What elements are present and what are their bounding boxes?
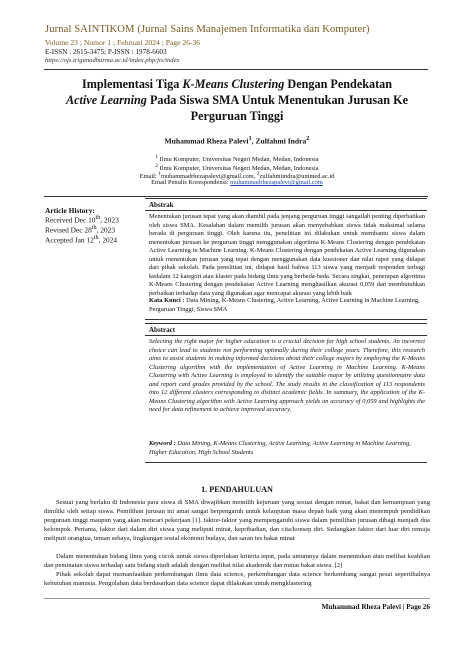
body-paragraph-2: Dalam menentukan bidang ilmu yang cocok untuk siswa diperlukan kriteria tepat, pada umumnya dalam menentukan atau melihat keahlian dan peminatan siswa terhadap satu bidang studi adalah dengan melihat nilai akademik dan minat bakat siswa. [2] xyxy=(44,553,430,569)
author-1: Muhammad Rheza Palevi xyxy=(164,136,249,146)
corresponding-label: Email Penulis Korespondensi: xyxy=(151,179,231,186)
paper-title xyxy=(44,76,430,124)
email-label: Email: xyxy=(139,173,159,181)
author-1-sup: 1 xyxy=(248,135,252,142)
footer-sep: | xyxy=(401,603,407,611)
keyword xyxy=(149,440,425,457)
author-2: Zulfahmi Indra xyxy=(255,136,307,146)
history-accepted-text: Accepted Jan 12 xyxy=(45,235,94,245)
author-sep: , xyxy=(251,136,256,146)
abstrak-heading-rule xyxy=(145,210,427,211)
abstract-text: Selecting the right major for higher education is a crucial decision for high school students. An incorrect choice can lead to students not performing optimally during their college years. Therefore, this research aims to assist students in making informed decisions about their college majors by employing the K-Means Clustering algorithm with the implementation of Active Learning in Machine Learning. K-Means Clustering with Active Learning is employed to identify the suitable major by utilizing questionnaire data and report card grades provided by the school. The study results in the classification of 113 respondents into 12 different clusters corresponding to distinct academic fields. In summary, the application of the K-Means Clustering algorithm with Active Learning approach yields an accuracy of 0,059 and highlights the need for data refinement to achieve improved accuracy. xyxy=(149,338,425,413)
history-accepted-sup: th xyxy=(93,235,99,241)
footer-page: Page 26 xyxy=(406,603,430,611)
abstrak-heading: Abstrak xyxy=(149,201,174,209)
body-paragraph-1: Sesuai yang berlaku di Indonesia para siswa di SMA diwajibkan memilih kejuruan yang sesuai dengan minat, bakat dan kemampuan yang dimiliki oleh setiap siswa. Pemilihan jurusan ini amat sangat berpengaruh untuk kelanjutan masa depan baik yang akan menempuh pendidikan perguruan tinggi maupun yang akan mencari pekerjaan [1]. faktor-faktor yang mempengaruhi siswa dalam pemilihan jurusan dibagi menjadi dua kelompok. Pertama, faktor dari dalam diri siswa yang meliputi minat, kepribadian, dan cita/konsep diri. Sedangkan faktor dari luar diri remaja meliputi orangtua, teman sebaya, lingkungan sosial ekonomi budaya, dan saran tes bakat minat xyxy=(44,499,430,542)
history-revised-text: Revised Dec 28 xyxy=(45,225,92,235)
journal-volume: Volume 23 ; Nomor 1 ; Februari 2024 ; Page 26-36 xyxy=(45,38,201,47)
title-text-kmeans: K-Means Clustering xyxy=(182,77,285,91)
history-received xyxy=(45,215,119,224)
footer-divider xyxy=(44,598,430,599)
email-1[interactable]: muhammadrhezapalevi@gmail.com xyxy=(161,173,254,181)
history-accepted-year: , 2024 xyxy=(98,235,118,245)
kata-kunci-label: Kata Kunci : xyxy=(149,297,187,304)
abstract-heading: Abstract xyxy=(149,326,176,334)
email-1-sup: 1 xyxy=(158,171,161,177)
keyword-text: Data Mining, K-Means Clustering, Active Learning, Active Learning in Machine Learning, Higher Education, High School Students xyxy=(149,440,411,456)
email-2[interactable]: zulfahmiindra@unimed.ac.id xyxy=(259,173,335,181)
abstract-heading-rule xyxy=(145,335,427,336)
history-revised-sup: th xyxy=(91,225,97,231)
author-2-sup: 2 xyxy=(306,135,310,142)
title-text-1: Implementasi Tiga xyxy=(81,77,183,91)
history-received-sup: th xyxy=(95,215,101,221)
title-text-4: Perguruan Tinggi xyxy=(190,109,284,123)
title-text-active-learning: Active Learning xyxy=(66,93,147,107)
affiliation-2-sup: 2 xyxy=(155,162,159,169)
section-title: 1. PENDAHULUAN xyxy=(201,485,273,494)
history-revised-year: , 2023 xyxy=(96,225,116,235)
page-footer xyxy=(44,603,430,611)
affiliation-1-text: Ilmu Komputer, Universitas Negeri Medan, Medan, Indonesia xyxy=(159,156,319,164)
kata-kunci-text: Data Mining, K-Means Clustering, Active Learning, Active Learning in Machine Learning, Perguruan Tinggi, Siswa SMA xyxy=(149,297,420,313)
journal-title: Jurnal SAINTIKOM (Jurnal Sains Manajemen Informatika dan Komputer) xyxy=(45,24,370,35)
footer-author: Muhammad Rheza Palevi xyxy=(321,603,402,611)
email-2-sup: 2 xyxy=(256,171,260,177)
header-divider xyxy=(44,69,428,70)
kata-kunci xyxy=(149,297,425,314)
corresponding-email-line xyxy=(44,179,430,188)
article-history-label: Article History: xyxy=(45,206,95,215)
keyword-label: Keyword : xyxy=(149,440,178,447)
abstrak-text: Menentukan jurusan tepat yang akan diambil pada jenjang perguruan tinggi sangatlah penting diperhatikan oleh siswa SMA. Kesalahan dalam memilih jurusan akan menyebabkan siswa tidak maksimal selama berada di perguruan tinggi. Oleh karena itu, penelitian ini dilakukan untuk membantu siswa dalam menentukan jurusan ke perguruan tinggi menggunakan algoritma K-Means Clustering dengan pendekatan Active Learning in Machine Learning. K-Means Clustering dengan pendekatan Active Learning digunakan untuk menentukan jurusan yang tepat dengan menggunakan data kuesioner dan nilai rapot yang didapat dari pihak sekolah. Pada penelitian ini, didapat hasil bahwa 113 siswa yang menjadi responden terbagi kedalam 12 kategori atau klaster pada bidang ilmu yang berbeda-beda. Secara singkat, penerapan algoritma K-Means Clustering dengan pendekatan Active Learning menghasilkan akurasi 0,059 dan membutuhkan perbaikan terhadap data yang digunakan agar mencapai akurasi yang lebih baik xyxy=(149,213,425,297)
history-received-text: Received Dec 10 xyxy=(45,215,96,225)
journal-url-link[interactable]: https://ojs.trigunadharma.ac.id/index.php/jis/index xyxy=(45,57,180,64)
title-text-2: Dengan Pendekatan xyxy=(284,77,393,91)
history-revised xyxy=(45,225,115,234)
title-text-3: Pada Siswa SMA Untuk Menentukan Jurusan Ke xyxy=(146,93,408,107)
history-accepted xyxy=(45,235,117,244)
author-list xyxy=(44,135,430,146)
affiliation-2-text: Ilmu Komputer, Universitas Negeri Medan, Medan, Indonesia xyxy=(159,164,319,172)
affiliation-1-sup: 1 xyxy=(155,154,159,160)
issn-line: E-ISSN : 2615-3475; P-ISSN : 1978-6603 xyxy=(45,48,167,56)
corresponding-email-link[interactable]: muhammadrhezapalevi@gmail.com xyxy=(230,179,323,186)
body-paragraph-3: Pihak sekolah dapat memanfaatkan perkembangan ilmu data science, perkembangan data science berkembang sangat pesat sepertihalnya kebutuhan manusia. Pengolahan data berdasarkan data science dapat dilakukan untuk mengklastering xyxy=(44,571,430,587)
email-sep: , xyxy=(253,173,257,181)
history-received-year: , 2023 xyxy=(100,215,119,225)
history-divider xyxy=(44,196,428,197)
